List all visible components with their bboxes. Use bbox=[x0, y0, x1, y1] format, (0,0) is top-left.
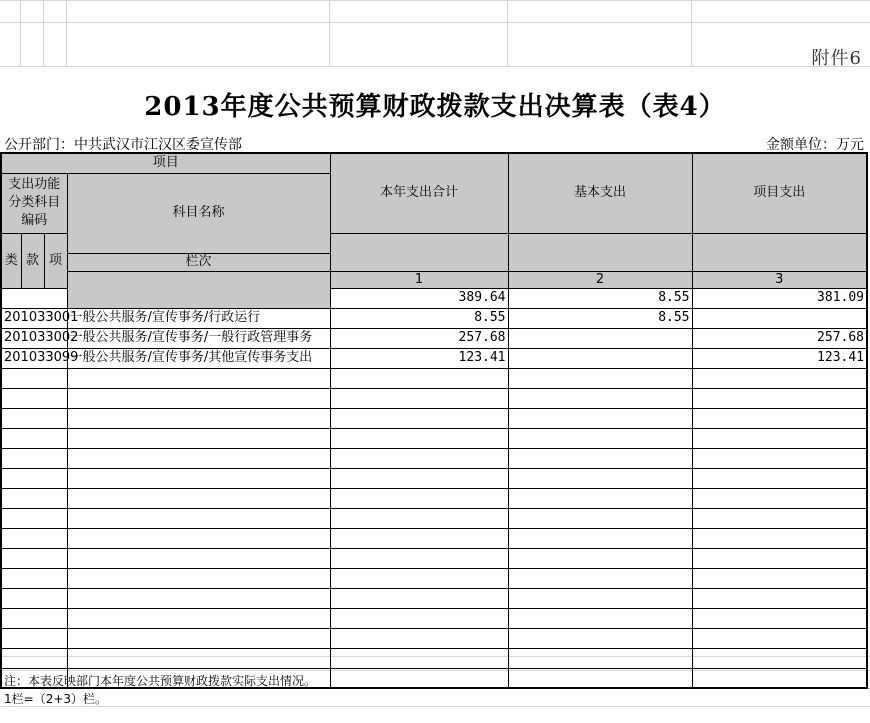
empty-cell bbox=[508, 588, 692, 608]
empty-cell bbox=[692, 388, 867, 408]
sum-code-cell bbox=[1, 288, 67, 308]
empty-cell bbox=[330, 568, 508, 588]
empty-cell bbox=[67, 428, 330, 448]
empty-cell bbox=[508, 488, 692, 508]
header-basic: 基本支出 bbox=[508, 153, 692, 233]
empty-cell bbox=[330, 468, 508, 488]
empty-cell bbox=[692, 648, 867, 668]
empty-cell bbox=[692, 428, 867, 448]
empty-table-row bbox=[1, 548, 867, 568]
empty-cell bbox=[67, 648, 330, 668]
empty-cell bbox=[1, 528, 67, 548]
empty-cell bbox=[508, 408, 692, 428]
empty-cell bbox=[67, 468, 330, 488]
column-number-label-cont bbox=[67, 271, 330, 308]
table-row bbox=[1, 328, 867, 348]
empty-cell bbox=[508, 568, 692, 588]
empty-table-row bbox=[1, 648, 867, 668]
header-project: 项目支出 bbox=[692, 153, 867, 233]
header-xiang: 项 bbox=[44, 233, 67, 288]
empty-cell bbox=[1, 508, 67, 528]
empty-cell bbox=[67, 448, 330, 468]
empty-cell bbox=[1, 448, 67, 468]
col-1-number: 1 bbox=[330, 271, 508, 288]
empty-cell bbox=[1, 428, 67, 448]
row-name: 一般公共服务/宣传事务/其他宣传事务支出 bbox=[67, 348, 330, 368]
empty-cell bbox=[692, 628, 867, 648]
empty-table-row bbox=[1, 368, 867, 388]
empty-cell bbox=[508, 468, 692, 488]
empty-cell bbox=[330, 608, 508, 628]
row-project: 123.41 bbox=[692, 348, 867, 368]
empty-cell bbox=[67, 488, 330, 508]
header-total-filler bbox=[330, 233, 508, 271]
empty-cell bbox=[692, 408, 867, 428]
empty-cell bbox=[330, 388, 508, 408]
attachment-label: 附件6 bbox=[811, 48, 862, 69]
empty-cell bbox=[1, 548, 67, 568]
empty-cell bbox=[692, 608, 867, 628]
empty-cell bbox=[330, 368, 508, 388]
empty-table-row bbox=[1, 448, 867, 468]
empty-table-row bbox=[1, 628, 867, 648]
header-subject-name: 科目名称 bbox=[67, 173, 330, 253]
empty-cell bbox=[692, 508, 867, 528]
sheet-gridline bbox=[691, 0, 692, 66]
empty-cell bbox=[1, 468, 67, 488]
empty-table-row bbox=[1, 528, 867, 548]
empty-table-row bbox=[1, 468, 867, 488]
empty-cell bbox=[692, 588, 867, 608]
sum-basic: 8.55 bbox=[508, 288, 692, 308]
sum-total: 389.64 bbox=[330, 288, 508, 308]
row-basic bbox=[508, 348, 692, 368]
department-label: 公开部门：中共武汉市江汉区委宣传部 bbox=[4, 137, 242, 153]
empty-table-row bbox=[1, 428, 867, 448]
empty-cell bbox=[330, 588, 508, 608]
empty-table-row bbox=[1, 408, 867, 428]
column-number-label: 栏次 bbox=[67, 253, 330, 271]
empty-cell bbox=[67, 588, 330, 608]
note-line-1: 注：本表反映部门本年度公共预算财政拨款实际支出情况。 bbox=[4, 674, 317, 688]
row-code: 201033001 bbox=[1, 308, 67, 328]
row-total: 257.68 bbox=[330, 328, 508, 348]
empty-cell bbox=[692, 548, 867, 568]
empty-cell bbox=[67, 528, 330, 548]
empty-cell bbox=[508, 508, 692, 528]
header-lei: 类 bbox=[1, 233, 21, 288]
sum-project: 381.09 bbox=[692, 288, 867, 308]
empty-cell bbox=[1, 488, 67, 508]
row-project: 257.68 bbox=[692, 328, 867, 348]
empty-cell bbox=[1, 648, 67, 668]
empty-cell bbox=[692, 488, 867, 508]
row-total: 123.41 bbox=[330, 348, 508, 368]
empty-cell bbox=[692, 568, 867, 588]
empty-cell bbox=[508, 668, 692, 688]
col-2-number: 2 bbox=[508, 271, 692, 288]
empty-cell bbox=[1, 408, 67, 428]
empty-cell bbox=[508, 428, 692, 448]
empty-cell bbox=[330, 548, 508, 568]
empty-rows-group bbox=[1, 368, 867, 688]
sheet-gridline bbox=[329, 0, 330, 66]
header-code-group: 支出功能分类科目编码 bbox=[1, 173, 67, 233]
empty-cell bbox=[692, 528, 867, 548]
empty-cell bbox=[330, 628, 508, 648]
empty-cell bbox=[1, 628, 67, 648]
empty-cell bbox=[330, 648, 508, 668]
empty-cell bbox=[1, 608, 67, 628]
empty-cell bbox=[67, 628, 330, 648]
empty-cell bbox=[330, 488, 508, 508]
empty-cell bbox=[508, 608, 692, 628]
header-project-filler bbox=[692, 233, 867, 271]
empty-cell bbox=[330, 408, 508, 428]
empty-cell bbox=[692, 668, 867, 688]
sheet-gridline bbox=[66, 0, 67, 66]
header-kuan: 款 bbox=[21, 233, 44, 288]
note-line-2: 1栏=（2+3）栏。 bbox=[4, 692, 108, 706]
sheet-gridline bbox=[0, 706, 870, 707]
empty-table-row bbox=[1, 568, 867, 588]
empty-cell bbox=[508, 648, 692, 668]
empty-table-row bbox=[1, 488, 867, 508]
sheet-gridline bbox=[507, 0, 508, 66]
empty-cell bbox=[1, 368, 67, 388]
empty-cell bbox=[508, 388, 692, 408]
empty-cell bbox=[67, 368, 330, 388]
row-code: 201033099 bbox=[1, 348, 67, 368]
empty-table-row bbox=[1, 508, 867, 528]
page-title: 2013年度公共预算财政拨款支出决算表（表4） bbox=[144, 92, 726, 122]
header-item: 项目 bbox=[1, 153, 330, 173]
header-basic-filler bbox=[508, 233, 692, 271]
empty-cell bbox=[1, 388, 67, 408]
empty-cell bbox=[508, 548, 692, 568]
row-basic: 8.55 bbox=[508, 308, 692, 328]
empty-cell bbox=[330, 508, 508, 528]
empty-cell bbox=[692, 468, 867, 488]
row-basic bbox=[508, 328, 692, 348]
empty-cell bbox=[508, 448, 692, 468]
row-name: 一般公共服务/宣传事务/行政运行 bbox=[67, 308, 330, 328]
empty-table-row bbox=[1, 388, 867, 408]
empty-cell bbox=[67, 388, 330, 408]
sheet-gridline bbox=[0, 0, 870, 1]
empty-cell bbox=[1, 588, 67, 608]
empty-cell bbox=[67, 568, 330, 588]
empty-cell bbox=[508, 368, 692, 388]
sheet-gridline bbox=[20, 0, 21, 66]
table-row bbox=[1, 308, 867, 328]
row-total: 8.55 bbox=[330, 308, 508, 328]
sheet-gridline bbox=[0, 22, 870, 23]
empty-table-row bbox=[1, 608, 867, 628]
expenditure-table bbox=[0, 152, 868, 689]
empty-cell bbox=[67, 548, 330, 568]
row-project bbox=[692, 308, 867, 328]
empty-cell bbox=[1, 568, 67, 588]
header-total: 本年支出合计 bbox=[330, 153, 508, 233]
empty-cell bbox=[330, 528, 508, 548]
unit-label: 金额单位：万元 bbox=[766, 137, 864, 153]
col-3-number: 3 bbox=[692, 271, 867, 288]
empty-cell bbox=[508, 528, 692, 548]
empty-cell bbox=[330, 428, 508, 448]
empty-cell bbox=[692, 448, 867, 468]
empty-cell bbox=[67, 608, 330, 628]
empty-cell bbox=[67, 408, 330, 428]
empty-cell bbox=[508, 628, 692, 648]
table-row bbox=[1, 348, 867, 368]
row-name: 一般公共服务/宣传事务/一般行政管理事务 bbox=[67, 328, 330, 348]
empty-cell bbox=[692, 368, 867, 388]
row-code: 201033002 bbox=[1, 328, 67, 348]
empty-table-row bbox=[1, 588, 867, 608]
empty-cell bbox=[330, 448, 508, 468]
sheet-gridline bbox=[43, 0, 44, 66]
sheet-gridline bbox=[0, 66, 870, 67]
empty-cell bbox=[330, 668, 508, 688]
empty-cell bbox=[67, 508, 330, 528]
